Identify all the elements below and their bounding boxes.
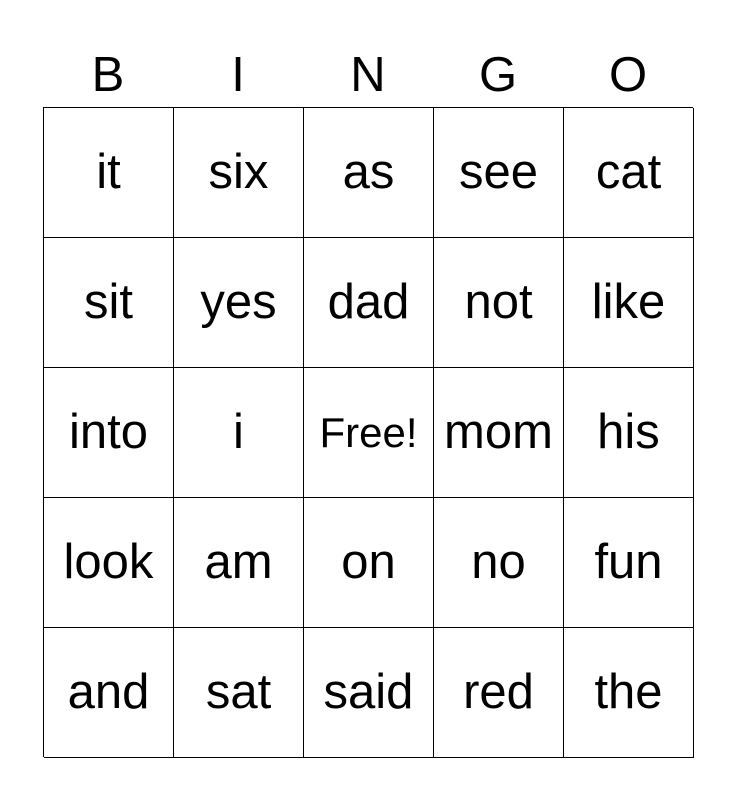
bingo-cell[interactable]: i xyxy=(174,368,304,498)
bingo-cell[interactable]: the xyxy=(564,628,694,758)
bingo-header xyxy=(43,43,693,107)
bingo-board xyxy=(43,107,693,757)
bingo-cell[interactable]: am xyxy=(174,498,304,628)
header-letter-o: O xyxy=(608,47,648,102)
header-letter-b: B xyxy=(91,47,125,102)
bingo-cell[interactable]: dad xyxy=(304,238,434,368)
bingo-cell[interactable]: red xyxy=(434,628,564,758)
bingo-cell[interactable]: sat xyxy=(174,628,304,758)
bingo-cell[interactable]: like xyxy=(564,238,694,368)
bingo-cell[interactable]: as xyxy=(304,108,434,238)
bingo-cell[interactable]: it xyxy=(44,108,174,238)
header-letter-n: N xyxy=(350,47,386,102)
bingo-cell[interactable]: yes xyxy=(174,238,304,368)
bingo-cell[interactable]: six xyxy=(174,108,304,238)
free-space-cell[interactable]: Free! xyxy=(304,368,434,498)
bingo-cell[interactable]: sit xyxy=(44,238,174,368)
bingo-cell[interactable]: his xyxy=(564,368,694,498)
bingo-cell[interactable]: fun xyxy=(564,498,694,628)
bingo-cell[interactable]: look xyxy=(44,498,174,628)
bingo-cell[interactable]: no xyxy=(434,498,564,628)
bingo-cell[interactable]: said xyxy=(304,628,434,758)
bingo-cell[interactable]: see xyxy=(434,108,564,238)
bingo-cell[interactable]: and xyxy=(44,628,174,758)
bingo-cell[interactable]: not xyxy=(434,238,564,368)
bingo-cell[interactable]: into xyxy=(44,368,174,498)
bingo-cell[interactable]: on xyxy=(304,498,434,628)
header-letter-g: G xyxy=(478,47,518,102)
bingo-cell[interactable]: cat xyxy=(564,108,694,238)
header-letter-i: I xyxy=(231,47,245,102)
bingo-cell[interactable]: mom xyxy=(434,368,564,498)
